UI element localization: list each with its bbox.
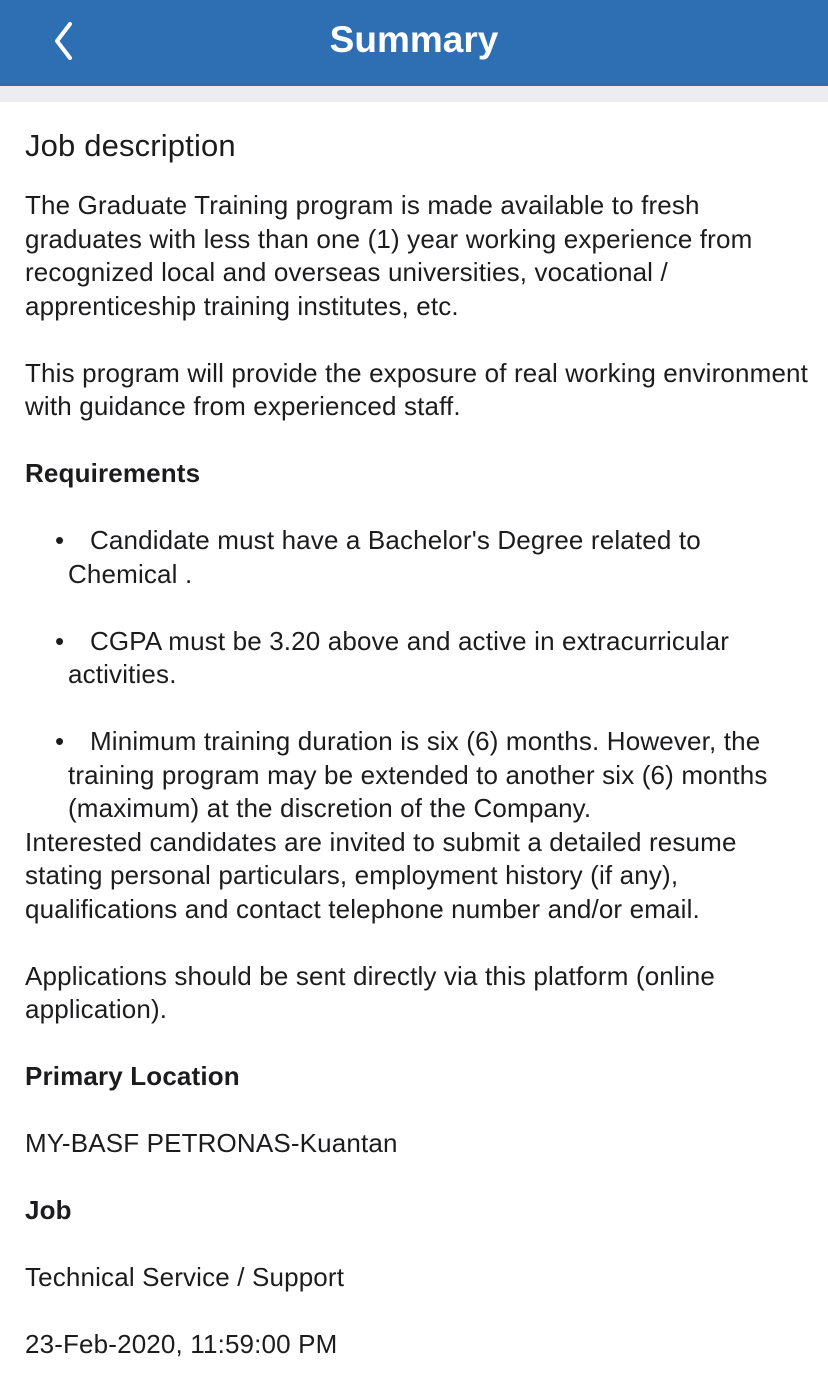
bullet-icon: • [55,525,65,555]
primary-location-value: MY-BASF PETRONAS-Kuantan [25,1128,398,1158]
navbar-separator [0,86,828,102]
primary-location-label: Primary Location [25,1061,240,1091]
list-item [25,524,815,591]
spacer [25,1161,815,1195]
spacer [25,323,815,357]
spacer [25,424,815,458]
job-description-paragraph: This program will provide the exposure of real working environment with guidance from experienced staff. [25,357,809,421]
list-item [25,725,815,826]
job-description-paragraph: The Graduate Training program is made available to fresh graduates with less than one (1) year working experience from recognized local and overseas universities, vocational / apprenticeship training institutes, etc. [25,190,753,321]
spacer [25,1295,815,1329]
closing-date: 23-Feb-2020, 11:59:00 PM [25,1329,338,1359]
requirement-text: Candidate must have a Bachelor's Degree related to Chemical . [68,525,701,589]
spacer [25,1027,815,1061]
spacer [25,1228,815,1262]
job-description-heading: Job description [25,128,236,163]
job-description-paragraph: Applications should be sent directly via this platform (online application). [25,960,715,1024]
requirement-text: CGPA must be 3.20 above and active in extracurricular activities. [68,625,730,689]
job-description-paragraph: Interested candidates are invited to submit a detailed resume stating personal particulars, employment history (if any), qualifications and contact telephone number and/or email. [25,826,737,924]
job-value: Technical Service / Support [25,1262,345,1292]
bullet-icon: • [55,726,65,756]
page-title: Summary [329,19,499,60]
navigation-bar [0,0,828,86]
list-item [25,625,815,692]
spacer [25,1094,815,1128]
spacer [25,692,815,726]
requirement-text: Minimum training duration is six (6) months. However, the training program may be extended to another six (6) months (maximum) at the discretion of the Company. [68,726,768,823]
spacer [25,926,815,960]
spacer [25,591,815,625]
bullet-icon: • [55,625,65,656]
requirements-heading: Requirements [25,458,201,488]
spacer [25,491,815,525]
summary-content [25,102,815,1362]
requirements-list [25,524,815,826]
job-label: Job [25,1195,72,1225]
